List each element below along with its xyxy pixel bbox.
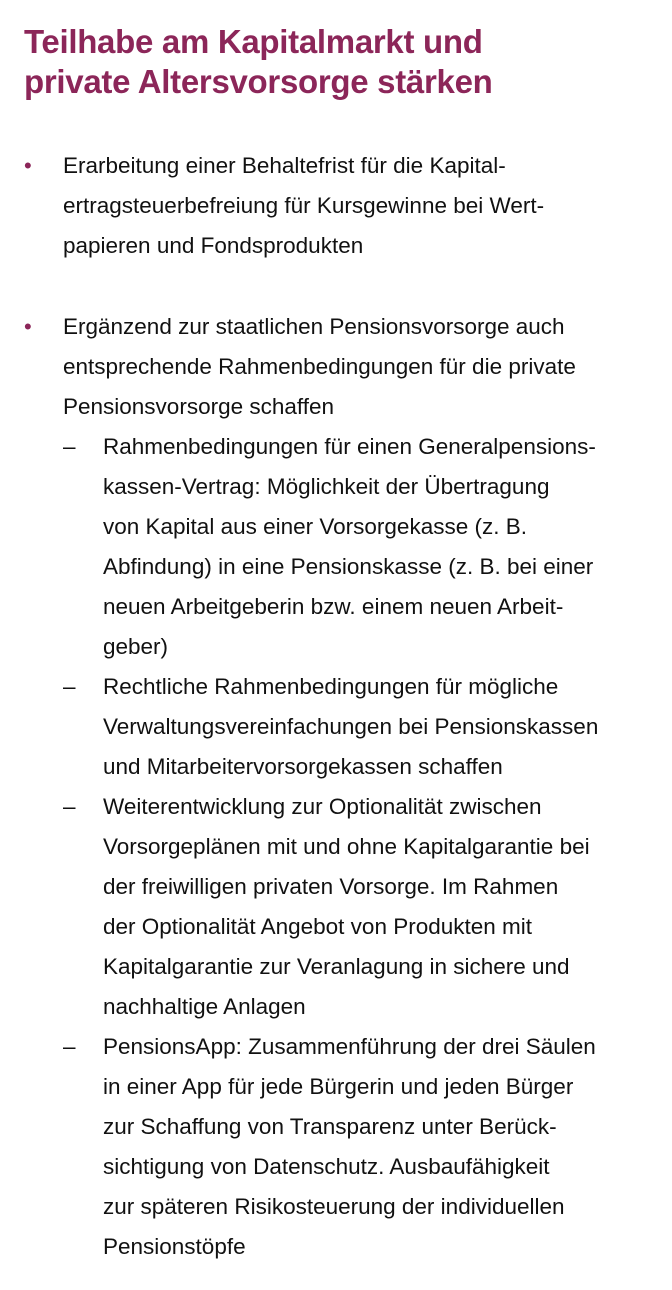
heading-line: private Altersvorsorge stärken: [24, 63, 493, 100]
text-line: Vorsorgeplänen mit und ohne Kapitalgarantie bei: [103, 834, 590, 859]
text-line: von Kapital aus einer Vorsorgekasse (z. B.: [103, 514, 527, 539]
text-line: Rahmenbedingungen für einen Generalpensions-: [103, 434, 596, 459]
text-line: entsprechende Rahmenbedingungen für die private: [63, 354, 576, 379]
text-line: der Optionalität Angebot von Produkten mit: [103, 914, 533, 939]
sub-item-text: [103, 1027, 648, 1267]
dash-icon: –: [63, 794, 76, 819]
text-line: in einer App für jede Bürgerin und jeden Bürger: [103, 1074, 574, 1099]
text-line: Verwaltungsvereinfachungen bei Pensionskassen: [103, 714, 599, 739]
text-line: Weiterentwicklung zur Optionalität zwischen: [103, 794, 542, 819]
section-heading: [24, 22, 644, 102]
heading-line: Teilhabe am Kapitalmarkt und: [24, 23, 483, 60]
dash-icon: –: [63, 1034, 76, 1059]
text-line: und Mitarbeitervorsorgekassen schaffen: [103, 754, 503, 779]
text-line: kassen-Vertrag: Möglichkeit der Übertragung: [103, 474, 550, 499]
text-line: Pensionsvorsorge schaffen: [63, 394, 334, 419]
sub-item-text: [103, 667, 648, 787]
text-line: Kapitalgarantie zur Veranlagung in sichere und: [103, 954, 570, 979]
text-line: Rechtliche Rahmenbedingungen für mögliche: [103, 674, 559, 699]
sub-item-text: [103, 427, 648, 667]
text-line: neuen Arbeitgeberin bzw. einem neuen Arbeit-: [103, 594, 564, 619]
dash-icon: –: [63, 434, 76, 459]
bullet-text: [63, 307, 643, 427]
text-line: PensionsApp: Zusammenführung der drei Säulen: [103, 1034, 596, 1059]
bullet-dot-icon: •: [24, 153, 32, 178]
text-line: geber): [103, 634, 169, 659]
text-line: zur Schaffung von Transparenz unter Berück-: [103, 1114, 557, 1139]
text-line: Erarbeitung einer Behaltefrist für die Kapital-: [63, 153, 506, 178]
text-line: sichtigung von Datenschutz. Ausbaufähigkeit: [103, 1154, 550, 1179]
text-line: Abfindung) in eine Pensionskasse (z. B. bei einer: [103, 554, 594, 579]
text-line: Pensionstöpfe: [103, 1234, 246, 1259]
bullet-text: [63, 146, 643, 266]
text-line: zur späteren Risikosteuerung der individuellen: [103, 1194, 565, 1219]
text-line: nachhaltige Anlagen: [103, 994, 306, 1019]
dash-icon: –: [63, 674, 76, 699]
text-line: Ergänzend zur staatlichen Pensionsvorsorge auch: [63, 314, 565, 339]
text-line: ertragsteuerbefreiung für Kursgewinne bei Wert-: [63, 193, 545, 218]
text-line: papieren und Fondsprodukten: [63, 233, 364, 258]
sub-item-text: [103, 787, 648, 1027]
bullet-dot-icon: •: [24, 314, 32, 339]
text-line: der freiwilligen privaten Vorsorge. Im Rahmen: [103, 874, 559, 899]
